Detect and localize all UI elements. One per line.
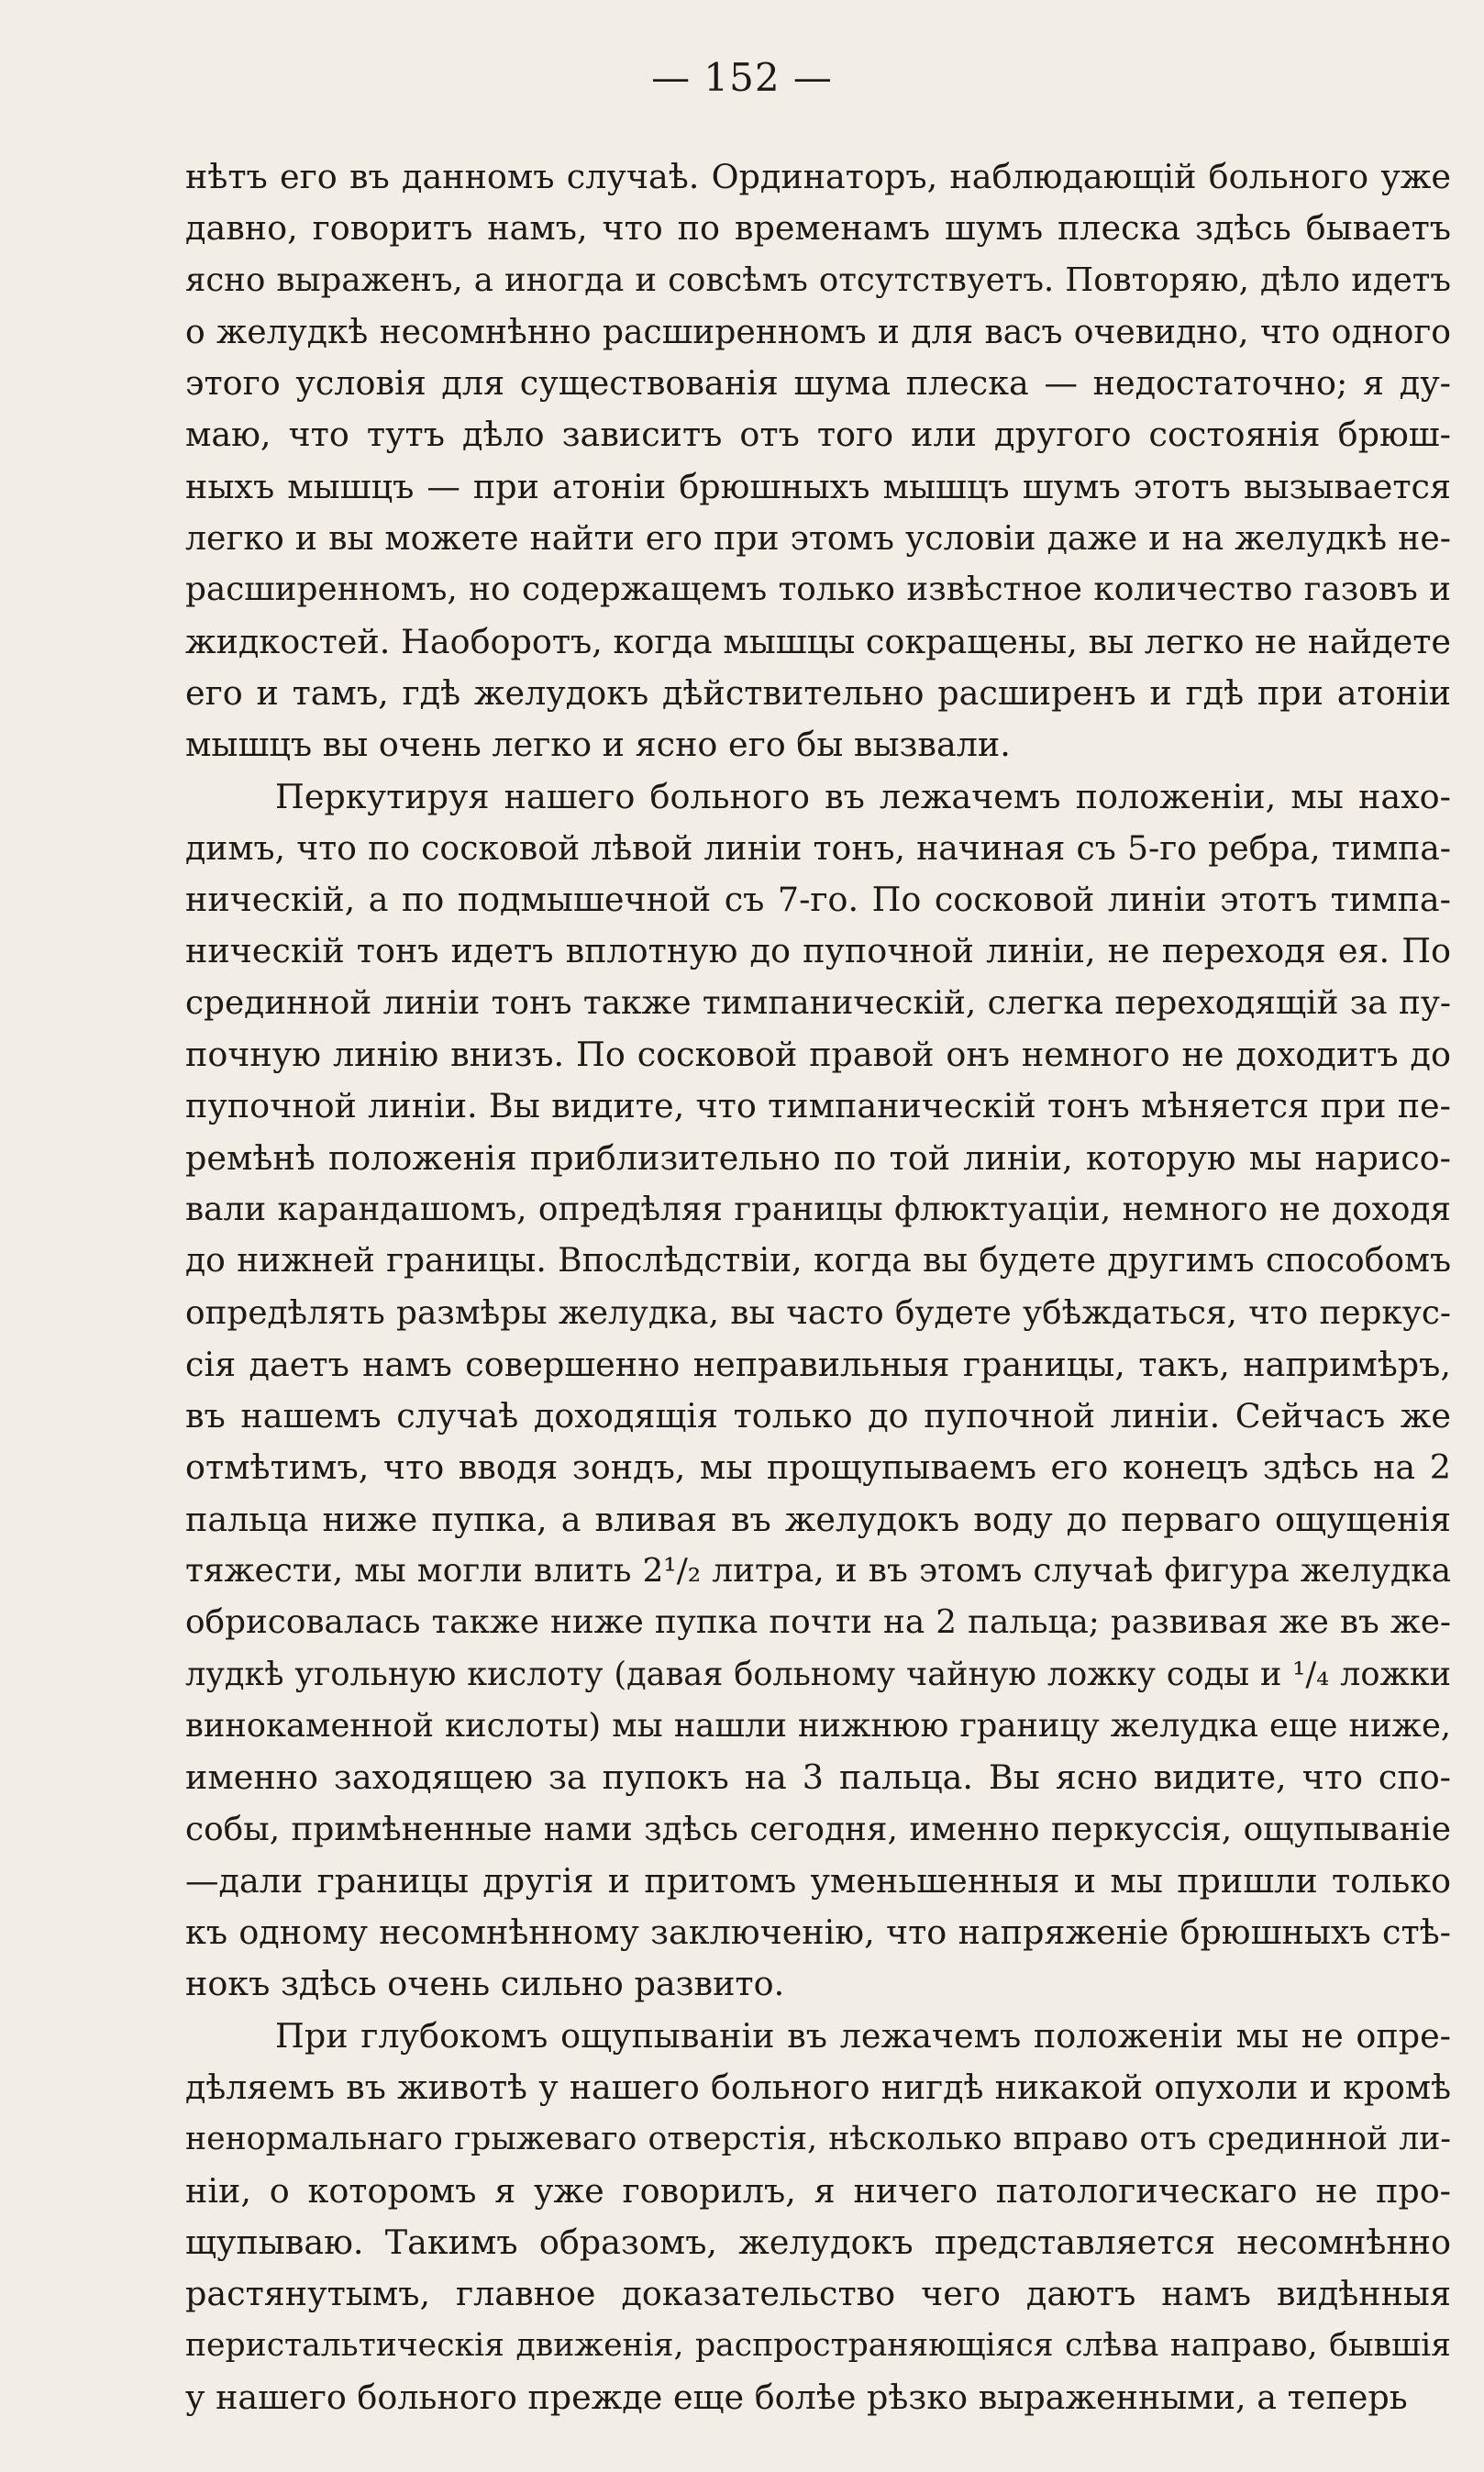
text-line: собы, примѣненные нами здѣсь сегодня, именно перкуссія, ощупываніе bbox=[185, 1810, 1451, 1848]
text-line: нокъ здѣсь очень сильно развито. bbox=[185, 1964, 785, 2004]
text-line: нѣтъ его въ данномъ случаѣ. Ординаторъ, наблюдающій больного уже bbox=[185, 157, 1451, 196]
text-line: При глубокомъ ощупываніи въ лежачемъ положеніи мы не опре- bbox=[275, 2015, 1451, 2056]
text-line: ремѣнѣ положенія приблизительно по той линіи, которую мы нарисо- bbox=[185, 1137, 1451, 1178]
text-line: давно, говоритъ намъ, что по временамъ шумъ плеска здѣсь бываетъ bbox=[185, 208, 1451, 249]
text-line: отмѣтимъ, что вводя зондъ, мы прощупываемъ его конецъ здѣсь на 2 bbox=[185, 1447, 1451, 1488]
text-line: жидкостей. Наоборотъ, когда мышцы сокращены, вы легко не найдете bbox=[185, 621, 1451, 661]
paragraph bbox=[185, 151, 1451, 771]
text-line: Перкутируя нашего больного въ лежачемъ положеніи, мы нахо- bbox=[275, 776, 1451, 816]
body-text bbox=[185, 151, 1451, 2423]
text-line: опредѣлять размѣры желудка, вы часто будете убѣждаться, что перкус- bbox=[185, 1293, 1451, 1332]
text-line: растянутымъ, главное доказательство чего даютъ намъ видѣнныя bbox=[185, 2274, 1451, 2314]
text-line: димъ, что по сосковой лѣвой линіи тонъ, начиная съ 5-го ребра, тимпа- bbox=[185, 827, 1451, 868]
text-line: пупочной линіи. Вы видите, что тимпаническій тонъ мѣняется при пе- bbox=[185, 1086, 1451, 1126]
paragraph bbox=[185, 771, 1451, 2011]
text-line: ническій, а по подмышечной съ 7-го. По сосковой линіи этотъ тимпа- bbox=[185, 880, 1451, 920]
text-line: его и тамъ, гдѣ желудокъ дѣйствительно расширенъ и гдѣ при атоніи bbox=[185, 672, 1451, 713]
text-line: вали карандашомъ, опредѣляя границы флюктуаціи, немного не доходя bbox=[185, 1190, 1451, 1228]
text-line: расширенномъ, но содержащемъ только извѣстное количество газовъ и bbox=[185, 571, 1451, 609]
page-number: — 152 — bbox=[651, 55, 833, 100]
text-line: о желудкѣ несомнѣнно расширенномъ и для васъ очевидно, что одного bbox=[185, 312, 1451, 351]
text-line: почную линію внизъ. По сосковой правой онъ немного не доходитъ до bbox=[185, 1035, 1451, 1075]
text-line: этого условія для существованія шума плеска — недостаточно; я ду- bbox=[185, 363, 1451, 404]
text-line: срединной линіи тонъ также тимпаническій, слегка переходящій за пу- bbox=[185, 983, 1451, 1022]
text-line: дѣляемъ въ животѣ у нашего больного нигдѣ никакой опухоли и кромѣ bbox=[185, 2067, 1451, 2107]
text-line: въ нашемъ случаѣ доходящія только до пупочной линіи. Сейчасъ же bbox=[185, 1396, 1451, 1436]
text-line: до нижней границы. Впослѣдствіи, когда вы будете другимъ способомъ bbox=[185, 1242, 1451, 1280]
text-line: ныхъ мышцъ — при атоніи брюшныхъ мышцъ шумъ этотъ вызывается bbox=[185, 466, 1451, 506]
text-line: ясно выраженъ, а иногда и совсѣмъ отсутствуетъ. Повторяю, дѣло идетъ bbox=[185, 261, 1451, 299]
text-line: перистальтическія движенія, распространяющіяся слѣва направо, бывшія bbox=[185, 2327, 1451, 2365]
paragraph bbox=[185, 2011, 1451, 2423]
text-line: у нашего больного прежде еще болѣе рѣзко выраженными, а теперь bbox=[185, 2377, 1408, 2417]
text-line: ненормальнаго грыжеваго отверстія, нѣсколько вправо отъ срединной ли- bbox=[185, 2121, 1451, 2158]
text-line: тяжести, мы могли влить 2¹/₂ литра, и въ этомъ случаѣ фигура желудка bbox=[185, 1552, 1451, 1591]
text-line: пальца ниже пупка, а вливая въ желудокъ воду до перваго ощущенія bbox=[185, 1499, 1451, 1539]
text-line: ническій тонъ идетъ вплотную до пупочной линіи, не переходя ея. По bbox=[185, 931, 1451, 971]
text-line: именно заходящею за пупокъ на 3 пальца. Вы ясно видите, что спо- bbox=[185, 1757, 1451, 1798]
text-line: —дали границы другія и притомъ уменьшенныя и мы пришли только bbox=[185, 1860, 1451, 1901]
text-line: ніи, о которомъ я уже говорилъ, я ничего патологическаго не про- bbox=[185, 2170, 1451, 2211]
text-line: лудкѣ угольную кислоту (давая больному чайную ложку соды и ¹/₄ ложки bbox=[185, 1655, 1451, 1693]
text-line: мышцъ вы очень легко и ясно его бы вызвали. bbox=[185, 725, 1011, 765]
text-line: обрисовалась также ниже пупка почти на 2 пальца; развивая же въ же- bbox=[185, 1603, 1451, 1642]
text-line: винокаменной кислоты) мы нашли нижнюю границу желудка еще ниже, bbox=[185, 1706, 1451, 1745]
text-line: маю, что тутъ дѣло зависитъ отъ того или другого состоянія брюш- bbox=[185, 415, 1451, 455]
text-line: легко и вы можете найти его при этомъ условіи даже и на желудкѣ не- bbox=[185, 518, 1451, 559]
text-line: щупываю. Такимъ образомъ, желудокъ представляется несомнѣнно bbox=[185, 2222, 1451, 2262]
text-line: сія даетъ намъ совершенно неправильныя границы, такъ, напримѣръ, bbox=[185, 1344, 1451, 1384]
text-line: къ одному несомнѣнному заключенію, что напряженіе брюшныхъ стѣ- bbox=[185, 1912, 1451, 1953]
